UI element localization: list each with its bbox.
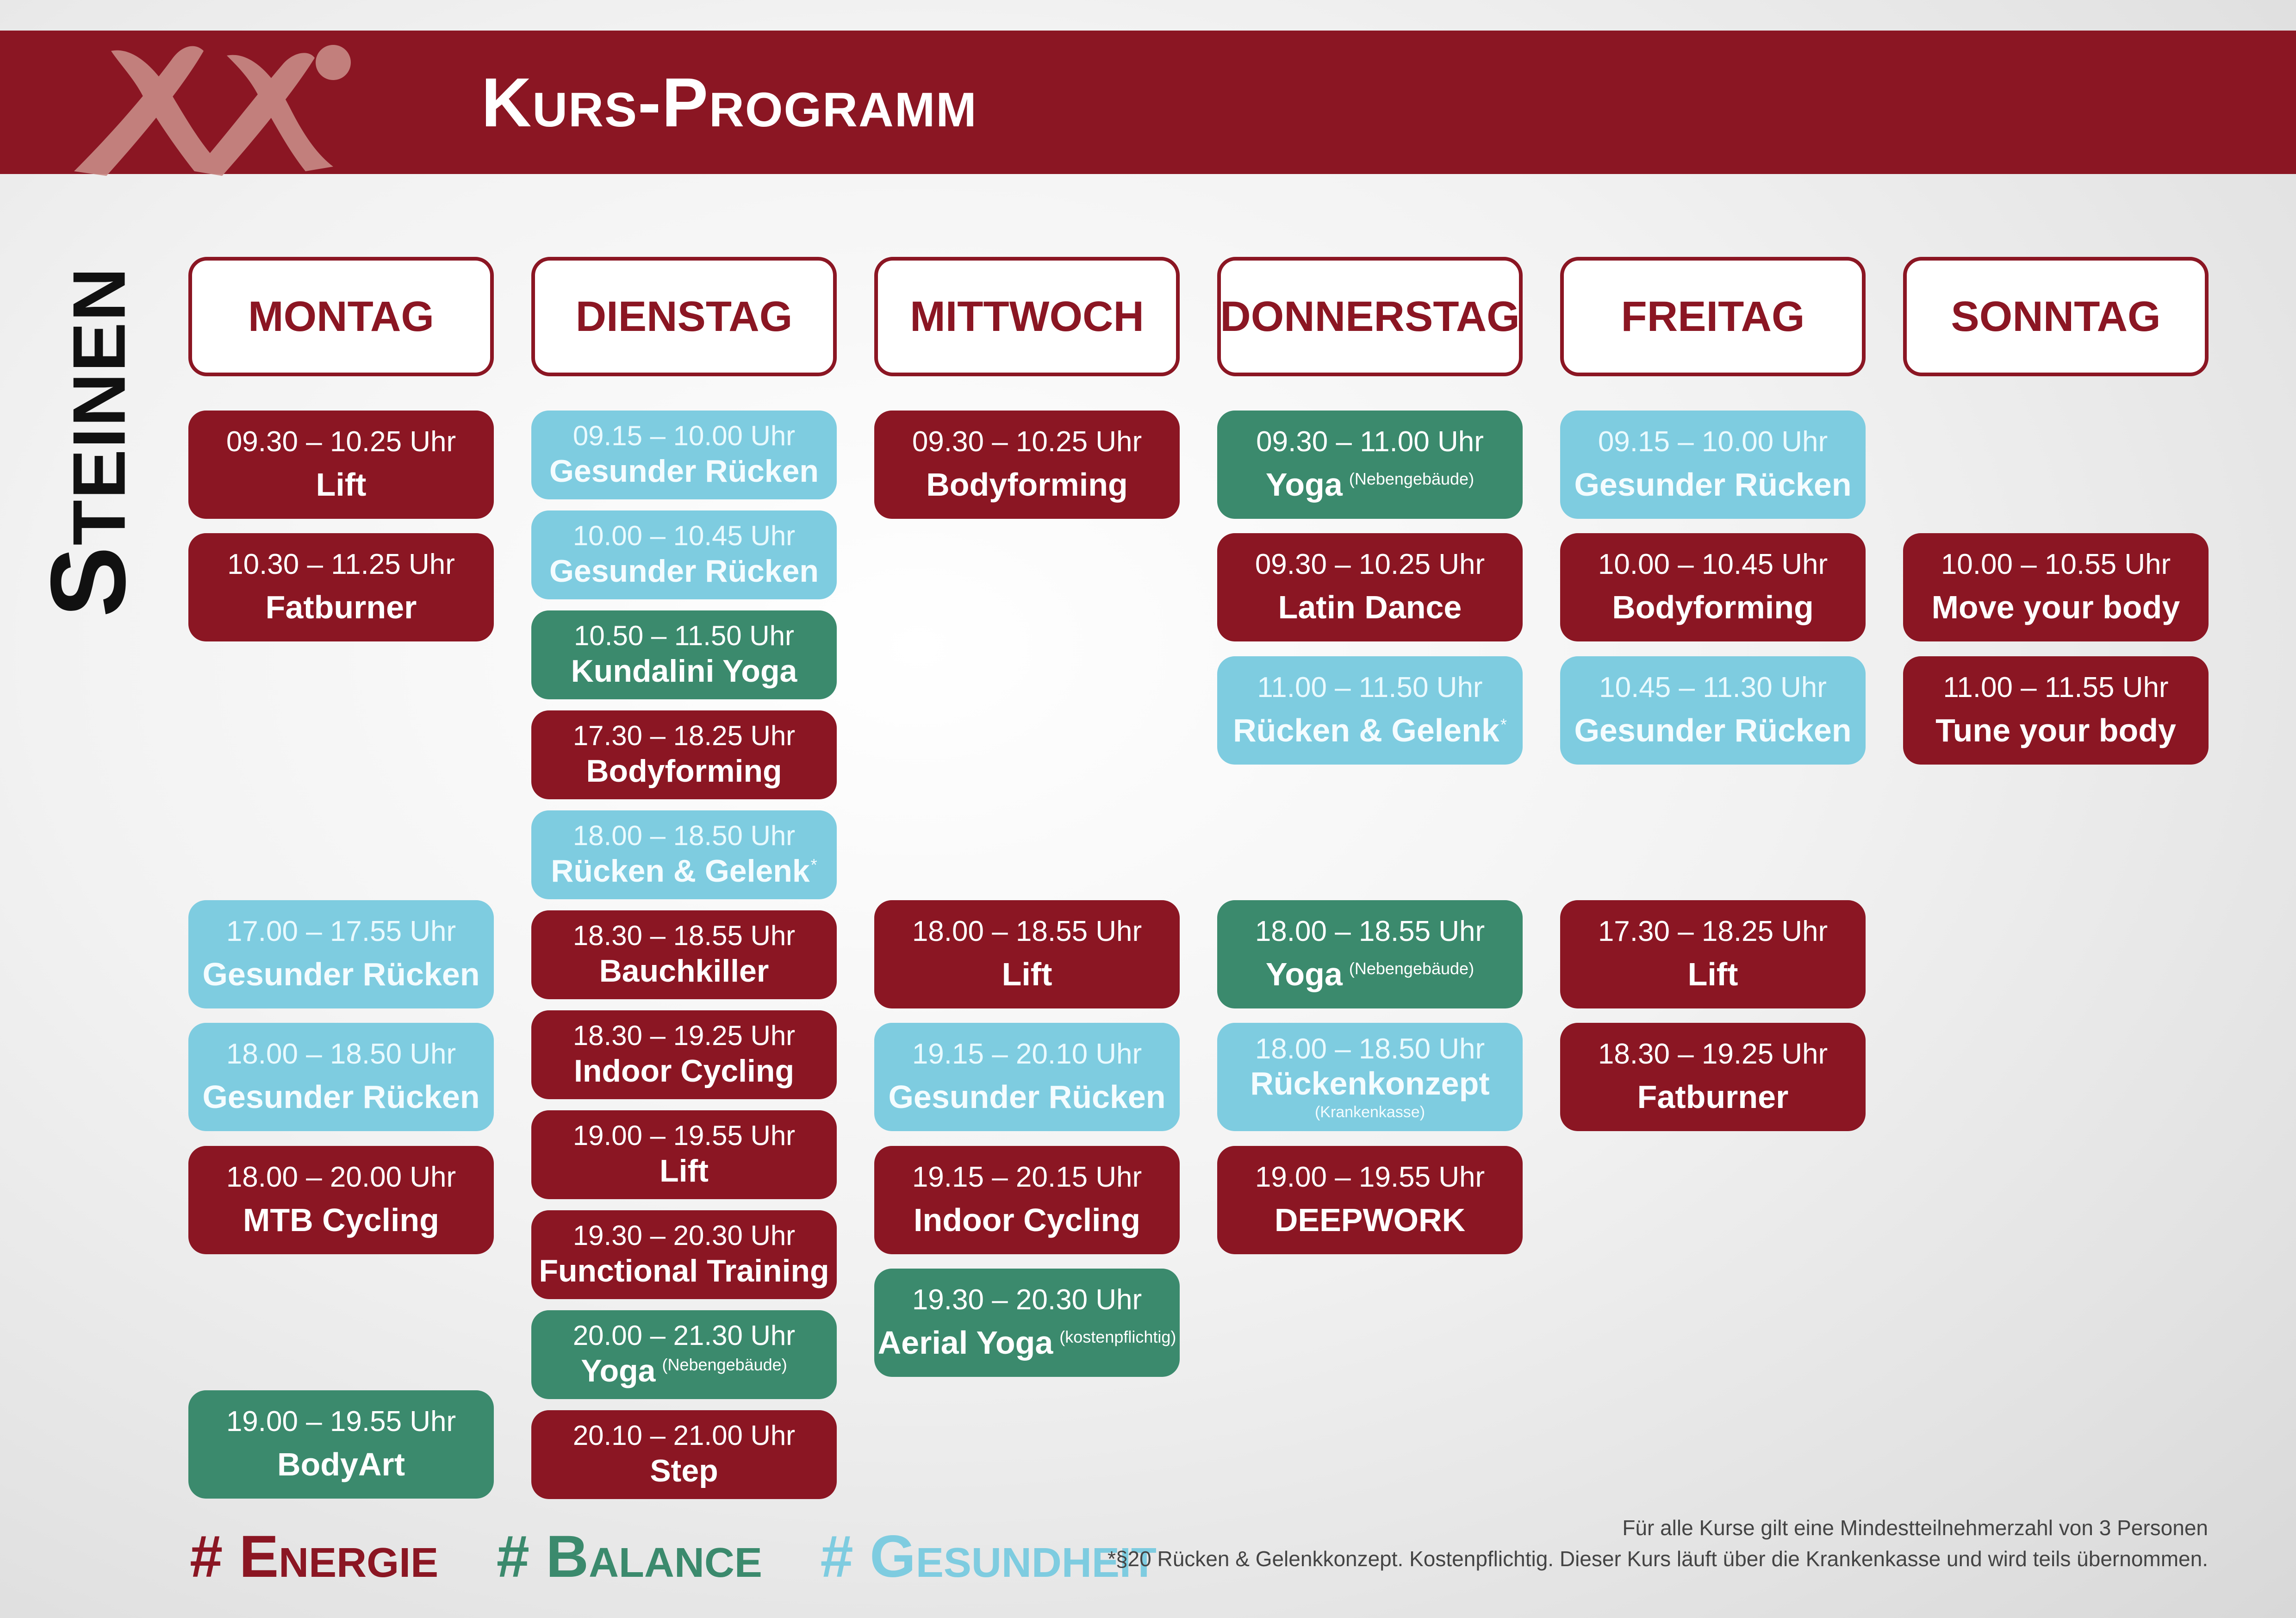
page-title: Kurs-Programm (481, 63, 977, 141)
course-card (1903, 656, 2209, 765)
course-card (874, 900, 1180, 1008)
course-note: (kostenpflichtig) (1059, 1327, 1176, 1346)
course-card (874, 411, 1180, 519)
day-header-donnerstag: DONNERSTAG (1217, 257, 1523, 376)
course-card (1217, 1146, 1523, 1254)
course-note: * (1500, 715, 1507, 734)
course-name: Rücken & Gelenk* (551, 853, 817, 889)
course-name: Rücken & Gelenk* (1233, 712, 1507, 749)
course-card (874, 1146, 1180, 1254)
course-name: Indoor Cycling (914, 1202, 1140, 1238)
day-header-montag: MONTAG (188, 257, 494, 376)
day-header-dienstag: DIENSTAG (531, 257, 837, 376)
course-name: Latin Dance (1278, 589, 1462, 626)
course-card (188, 533, 494, 641)
course-time: 18.00 – 20.00 Uhr (226, 1161, 456, 1193)
hashtag-energie: # Energie (190, 1524, 439, 1590)
course-time: 09.30 – 10.25 Uhr (226, 425, 456, 458)
course-time: 20.00 – 21.30 Uhr (572, 1320, 796, 1351)
course-name: Yoga $^{(Nebengebäude)}$ (1265, 467, 1475, 503)
course-time: 19.15 – 20.15 Uhr (912, 1161, 1142, 1193)
course-time: 10.00 – 10.45 Uhr (572, 520, 796, 552)
hashtag-gesundheit: # Gesundheit (820, 1524, 1157, 1590)
course-card (531, 1410, 837, 1499)
course-name: Bodyforming (1612, 589, 1814, 626)
course-note: (Nebengebäude) (1349, 469, 1475, 488)
location-label: Steinen (28, 267, 148, 617)
course-name: Gesunder Rücken (549, 554, 819, 589)
course-time: 10.00 – 10.45 Uhr (1598, 548, 1828, 580)
course-time: 18.00 – 18.50 Uhr (572, 820, 796, 852)
course-card (188, 1146, 494, 1254)
course-card (531, 910, 837, 999)
course-card (1217, 1023, 1523, 1131)
footnotes (1108, 1512, 2208, 1574)
course-time: 17.30 – 18.25 Uhr (1598, 915, 1828, 947)
course-name: DEEPWORK (1274, 1202, 1466, 1238)
footnote-ruecken-gelenk: *§20 Rücken & Gelenkkonzept. Kostenpflichtig. Dieser Kurs läuft über die Krankenkasse und wird teils übernommen. (1108, 1546, 2208, 1571)
course-name: Bodyforming (926, 467, 1128, 503)
course-name: Fatburner (265, 589, 417, 626)
course-name: Aerial Yoga $^{(kostenpflichtig)}$ (877, 1325, 1176, 1361)
course-time: 18.00 – 18.55 Uhr (912, 915, 1142, 947)
course-name: Bodyforming (586, 753, 782, 789)
course-time: 18.00 – 18.50 Uhr (1255, 1033, 1485, 1065)
course-time: 19.15 – 20.10 Uhr (912, 1038, 1142, 1070)
footnote-min-participants: Für alle Kurse gilt eine Mindestteilnehmerzahl von 3 Personen (1622, 1516, 2208, 1540)
course-time: 20.10 – 21.00 Uhr (572, 1420, 796, 1451)
course-name: Functional Training (539, 1253, 829, 1289)
course-name: Lift (660, 1153, 709, 1189)
course-note: (Nebengebäude) (1349, 958, 1475, 978)
course-card (874, 1269, 1180, 1377)
course-name: Gesunder Rücken (549, 454, 819, 489)
course-subnote: (Krankenkasse) (1314, 1103, 1425, 1121)
course-time: 11.00 – 11.50 Uhr (1257, 671, 1483, 703)
course-card (531, 710, 837, 799)
course-time: 09.30 – 11.00 Uhr (1256, 425, 1484, 458)
course-card (1217, 533, 1523, 641)
course-card (531, 1310, 837, 1399)
course-name: BodyArt (277, 1446, 405, 1483)
course-name: Lift (1687, 956, 1738, 993)
course-name: Lift (316, 467, 367, 503)
course-card (531, 810, 837, 899)
course-card (531, 610, 837, 699)
course-card (531, 1210, 837, 1299)
course-card (1560, 656, 1866, 765)
hashtag-legend (190, 1523, 1198, 1591)
course-time: 19.30 – 20.30 Uhr (572, 1220, 796, 1251)
day-header-sonntag: SONNTAG (1903, 257, 2209, 376)
course-card (188, 900, 494, 1008)
course-time: 09.15 – 10.00 Uhr (1598, 425, 1828, 458)
course-card (1217, 411, 1523, 519)
course-time: 10.50 – 11.50 Uhr (574, 620, 794, 652)
course-name: Gesunder Rücken (202, 956, 480, 993)
course-name: Yoga $^{(Nebengebäude)}$ (581, 1353, 787, 1389)
brand-logo (56, 19, 361, 185)
course-card (1560, 533, 1866, 641)
course-time: 09.15 – 10.00 Uhr (572, 420, 796, 452)
course-name: Kundalini Yoga (571, 653, 797, 689)
course-card (1217, 656, 1523, 765)
course-time: 10.45 – 11.30 Uhr (1599, 671, 1827, 703)
course-name: Move your body (1931, 589, 2180, 626)
course-name: Tune your body (1935, 712, 2176, 749)
course-note: (Nebengebäude) (662, 1355, 787, 1375)
course-time: 19.00 – 19.55 Uhr (226, 1405, 456, 1438)
course-name: Bauchkiller (599, 953, 769, 989)
course-card (1560, 900, 1866, 1008)
course-card (531, 411, 837, 499)
course-card (1903, 533, 2209, 641)
course-name: Gesunder Rücken (888, 1079, 1166, 1115)
course-card (531, 1010, 837, 1099)
course-time: 18.30 – 18.55 Uhr (572, 920, 796, 952)
day-header-freitag: FREITAG (1560, 257, 1866, 376)
course-card (1560, 411, 1866, 519)
course-name: MTB Cycling (243, 1202, 439, 1238)
day-header-mittwoch: MITTWOCH (874, 257, 1180, 376)
course-name: Step (650, 1453, 718, 1489)
hashtag-balance: # Balance (496, 1524, 762, 1590)
course-time: 18.00 – 18.50 Uhr (226, 1038, 456, 1070)
course-name: Gesunder Rücken (202, 1079, 480, 1115)
course-name: Gesunder Rücken (1574, 712, 1852, 749)
course-time: 09.30 – 10.25 Uhr (1255, 548, 1485, 580)
course-name: Indoor Cycling (574, 1053, 794, 1089)
course-card (874, 1023, 1180, 1131)
course-time: 19.00 – 19.55 Uhr (572, 1120, 796, 1151)
course-card (531, 510, 837, 599)
course-card (188, 411, 494, 519)
course-time: 17.00 – 17.55 Uhr (226, 915, 456, 947)
course-name: Rückenkonzept (1250, 1065, 1490, 1102)
course-name: Fatburner (1637, 1079, 1789, 1115)
course-card (1560, 1023, 1866, 1131)
course-time: 18.30 – 19.25 Uhr (1598, 1038, 1828, 1070)
course-card (188, 1023, 494, 1131)
course-time: 19.30 – 20.30 Uhr (912, 1283, 1142, 1316)
course-name: Lift (1002, 956, 1052, 993)
course-name: Gesunder Rücken (1574, 467, 1852, 503)
course-card (1217, 900, 1523, 1008)
course-time: 17.30 – 18.25 Uhr (572, 720, 796, 752)
course-time: 19.00 – 19.55 Uhr (1255, 1161, 1485, 1193)
course-card (531, 1110, 837, 1199)
course-time: 18.30 – 19.25 Uhr (572, 1020, 796, 1052)
course-note: * (810, 855, 817, 875)
course-time: 10.00 – 10.55 Uhr (1941, 548, 2171, 580)
course-card (188, 1390, 494, 1499)
course-time: 10.30 – 11.25 Uhr (227, 548, 455, 580)
course-name: Yoga $^{(Nebengebäude)}$ (1265, 956, 1475, 993)
course-time: 11.00 – 11.55 Uhr (1943, 671, 2169, 703)
course-time: 18.00 – 18.55 Uhr (1255, 915, 1485, 947)
course-time: 09.30 – 10.25 Uhr (912, 425, 1142, 458)
